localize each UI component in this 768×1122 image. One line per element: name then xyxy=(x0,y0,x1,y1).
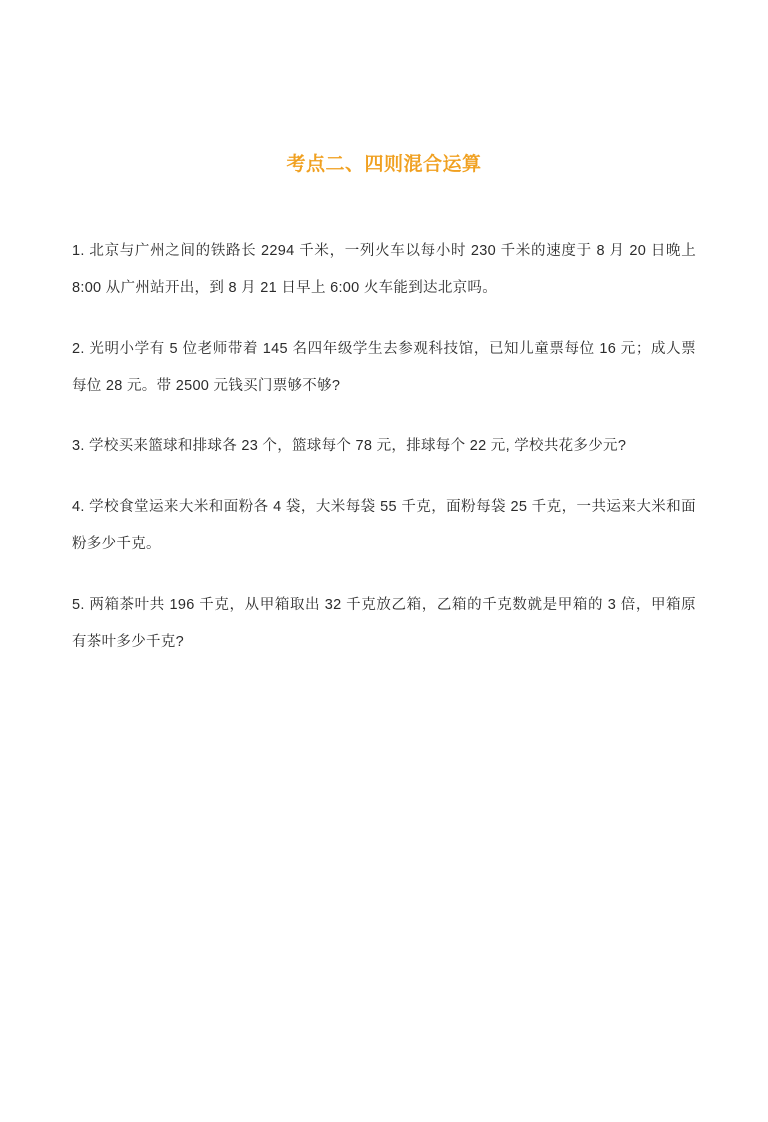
list-item: 4. 学校食堂运来大米和面粉各 4 袋，大米每袋 55 千克，面粉每袋 25 千克，一共运来大米和面粉多少千克。 xyxy=(72,499,696,553)
list-item: 2. 光明小学有 5 位老师带着 145 名四年级学生去参观科技馆，已知儿童票每位 16 元；成人票每位 28 元。带 2500 元钱买门票够不够? xyxy=(72,340,696,394)
list-item: 1. 北京与广州之间的铁路长 2294 千米，一列火车以每小时 230 千米的速度于 8 月 20 日晚上 8:00 从广州站开出，到 8 月 21 日早上 6:00 火车能到达北京吗。 xyxy=(72,242,696,296)
page-title: 考点二、四则混合运算 xyxy=(286,154,482,175)
problem-list xyxy=(72,233,696,662)
list-item: 3. 学校买来篮球和排球各 23 个，篮球每个 78 元，排球每个 22 元, 学校共花多少元? xyxy=(72,438,627,455)
list-item: 5. 两箱茶叶共 196 千克，从甲箱取出 32 千克放乙箱，乙箱的千克数就是甲箱的 3 倍，甲箱原有茶叶多少千克? xyxy=(72,597,696,651)
